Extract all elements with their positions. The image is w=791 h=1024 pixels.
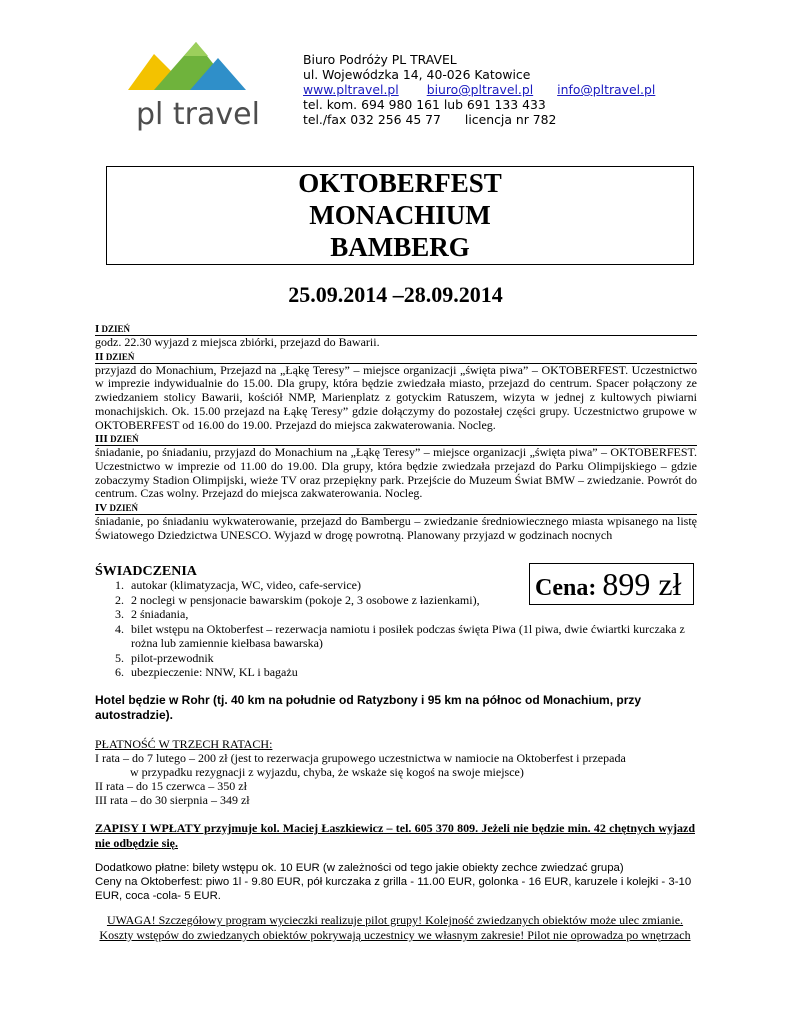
benefit-item: 2. 2 noclegi w pensjonacie bawarskim (pokoje 2, 3 osobowe z łazienkami),	[115, 592, 480, 607]
website-link[interactable]: www.pltravel.pl	[303, 82, 399, 97]
benefit-item: 4. bilet wstępu na Oktoberfest – rezerwacja namiotu i posiłek podczas święta Piwa (1l piwa, dwie ćwiartki kurczaka z rożna lub zamiennie kiełbasa bawarska)	[115, 621, 685, 650]
payment-section	[95, 737, 695, 807]
benefit-item: 6. ubezpieczenie: NNW, KL i bagażu	[115, 665, 298, 679]
price-label: Cena:	[535, 575, 597, 601]
day-3-label: III DZIEŃ	[95, 433, 697, 446]
extra-cost-line: Dodatkowo płatne: bilety wstępu ok. 10 EUR (w zależności od tego jakie obiekty zechce zwiedzać grupa)	[95, 862, 624, 874]
title-line-1: OKTOBERFEST	[298, 168, 502, 198]
warning-line: UWAGA! Szczegółowy program wycieczki realizuje pilot grupy! Kolejność zwiedzanych obiektów może ulec zmianie.	[106, 913, 684, 927]
benefit-item: 3. 2 śniadania,	[115, 607, 189, 621]
agency-info	[303, 52, 655, 127]
agency-name: Biuro Podróży PL TRAVEL	[303, 52, 457, 67]
day-3-text: śniadanie, po śniadaniu, przyjazd do Monachium na „Łąkę Teresy” – miejsce organizacji „święta piwa” – OKTOBERFEST. Uczestnictwo w imprezie od 11.00 do 19.00. Dla grupy, która będzie zwiedzała przejazd do Parku Olimpijskiego – gdzie zobaczymy Stadion Olimpijski, wieże TV oraz przepiękny park. Przejście do Muzeum Świat BMW – zwiedzanie. Powrót do centrum. Czas wolny. Przejazd do miejsca zakwaterowania. Nocleg.	[95, 445, 697, 501]
price-amount: 899 zł	[602, 566, 682, 602]
agency-fax: tel./fax 032 256 45 77	[303, 112, 441, 127]
day-2-label: II DZIEŃ	[95, 351, 697, 364]
benefit-item: 5. pilot-przewodnik	[115, 650, 214, 665]
payment-rate-1: I rata – do 7 lutego – 200 zł (jest to rezerwacja grupowego uczestnictwa w namiocie na Oktoberfest i przepada	[95, 751, 626, 765]
benefits-title: ŚWIADCZENIA	[95, 564, 197, 579]
day-program	[95, 322, 697, 542]
day-2-text: przyjazd do Monachium, Przejazd na „Łąkę Teresy” – miejsce organizacji „święta piwa” – OKTOBERFEST. Uczestnictwo w imprezie indywidualnie do 15.00. Dla grupy, która będzie zwiedzała miasto, przejazd do centrum. Spacer połączony ze zwiedzaniem stolicy Bawarii, kościół NMP, Marienplatz z gotyckim Ratuszem, wizyta w jednej z kultowych piwiarni monachijskich. Ok. 15.00 przejazd na Łąkę Teresy” gdzie dołączymy do pozostałej części grupy. Uczestnictwo grupowe w OKTOBERFEST od 16.00 do 19.00. Przejazd do miejsca zakwaterowania. Nocleg.	[95, 362, 697, 432]
agency-phone: tel. kom. 694 980 161 lub 691 133 433	[303, 97, 546, 112]
warning-line: Koszty wstępów do zwiedzanych obiektów pokrywają uczestnicy we własnym zakresie! Pilot nie oprowadza po wnętrzach	[99, 928, 691, 942]
signup-info: ZAPISY I WPŁATY przyjmuje kol. Maciej Łaszkiewicz – tel. 605 370 809. Jeżeli nie będzie min. 42 chętnych wyjazd nie odbędzie się.	[95, 821, 695, 850]
agency-address: ul. Wojewódzka 14, 40-026 Katowice	[303, 67, 531, 82]
agency-links	[303, 82, 655, 97]
day-4-text: śniadanie, po śniadaniu wykwaterowanie, przejazd do Bambergu – zwiedzanie średniowiecznego miasta wpisanego na listę Światowego Dziedzictwa UNESCO. Wyjazd w drogę powrotną. Planowany przyjazd w godzinach nocnych	[95, 514, 697, 542]
hotel-info: Hotel będzie w Rohr (tj. 40 km na południe od Ratyzbony i 95 km na północ od Monachium, przy autostradzie).	[95, 693, 642, 722]
payment-rate-2: II rata – do 15 czerwca – 350 zł	[95, 779, 247, 793]
payment-rate-1-note: w przypadku rezygnacji z wyjazdu, chyba, że wskaże się kogoś na swoje miejsce)	[130, 765, 524, 779]
day-4-label: IV DZIEŃ	[95, 502, 697, 515]
agency-fax-line	[303, 112, 655, 127]
extra-cost-line: Ceny na Oktoberfest: piwo 1l - 9.80 EUR, pół kurczaka z grilla - 11.00 EUR, golonka - 16 EUR, karuzele i kolejki - 3-10 EUR, coca -cola- 5 EUR.	[95, 876, 692, 902]
title-line-2: MONACHIUM	[309, 200, 491, 230]
trip-dates: 25.09.2014 –28.09.2014	[288, 282, 503, 307]
email-link-biuro[interactable]: biuro@pltravel.pl	[426, 82, 534, 97]
mountains-icon	[124, 40, 264, 132]
payment-rate-3: III rata – do 30 sierpnia – 349 zł	[95, 793, 250, 807]
warnings	[95, 913, 695, 943]
brand-name: pl travel	[136, 97, 260, 132]
day-1-label: I DZIEŃ	[95, 323, 697, 336]
email-link-info[interactable]: info@pltravel.pl	[557, 82, 656, 97]
pl-travel-logo	[124, 40, 264, 132]
extra-costs	[95, 861, 695, 903]
day-1-text: godz. 22.30 wyjazd z miejsca zbiórki, przejazd do Bawarii.	[95, 335, 380, 349]
title-line-3: BAMBERG	[330, 232, 470, 262]
trip-title-box	[106, 166, 694, 265]
price-box	[529, 563, 694, 605]
payment-heading: PŁATNOŚĆ W TRZECH RATACH:	[95, 737, 273, 751]
agency-license: licencja nr 782	[464, 112, 557, 127]
benefit-item: 1. autokar (klimatyzacja, WC, video, cafe-service)	[115, 578, 361, 592]
